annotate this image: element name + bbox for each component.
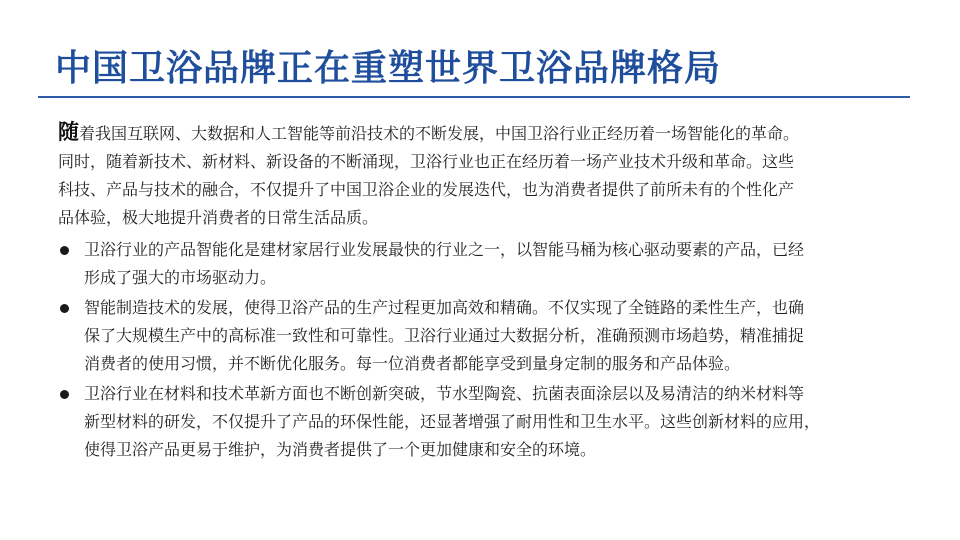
bullet-line: 消费者的使用习惯，并不断优化服务。每一位消费者都能享受到量身定制的服务和产品体验。 [84, 354, 741, 373]
bullet-line: 形成了强大的市场驱动力。 [84, 268, 277, 287]
bullet-line: 使得卫浴产品更易于维护，为消费者提供了一个更加健康和安全的环境。 [84, 440, 597, 459]
bullet-line: 新型材料的研发，不仅提升了产品的环保性能，还显著增强了耐用性和卫生水平。这些创新材料的应用， [84, 412, 821, 431]
intro-first-line [58, 118, 918, 148]
bullet-line: 卫浴行业在材料和技术革新方面也不断创新突破，节水型陶瓷、抗菌表面涂层以及易清洁的纳米材料等 [84, 384, 805, 403]
slide-title: 中国卫浴品牌正在重塑世界卫浴品牌格局 [55, 48, 722, 89]
intro-line: 科技、产品与技术的融合，不仅提升了中国卫浴企业的发展迭代，也为消费者提供了前所未有的个性化产 [58, 180, 795, 199]
bullet-list [58, 236, 918, 464]
bullet-dot-icon [60, 304, 69, 313]
bullet-dot-icon [60, 246, 69, 255]
intro-first-line-text: 着我国互联网、大数据和人工智能等前沿技术的不断发展，中国卫浴行业正经历着一场智能化的革命。 [79, 124, 800, 143]
bullet-line: 卫浴行业的产品智能化是建材家居行业发展最快的行业之一，以智能马桶为核心驱动要素的产品，已经 [84, 240, 805, 259]
bullet-line: 智能制造技术的发展，使得卫浴产品的生产过程更加高效和精确。不仅实现了全链路的柔性生产，也确 [84, 298, 805, 317]
intro-line: 同时，随着新技术、新材料、新设备的不断涌现，卫浴行业也正在经历着一场产业技术升级和革命。这些 [58, 152, 795, 171]
bullet-dot-icon [60, 390, 69, 399]
bullet-item [58, 294, 918, 378]
slide-body [58, 118, 918, 466]
intro-dropcap: 随 [58, 120, 79, 144]
title-divider [38, 96, 910, 98]
bullet-line: 保了大规模生产中的高标准一致性和可靠性。卫浴行业通过大数据分析，准确预测市场趋势，精准捕捉 [84, 326, 805, 345]
bullet-item [58, 380, 918, 464]
bullet-item [58, 236, 918, 292]
intro-line: 品体验，极大地提升消费者的日常生活品质。 [58, 208, 379, 227]
